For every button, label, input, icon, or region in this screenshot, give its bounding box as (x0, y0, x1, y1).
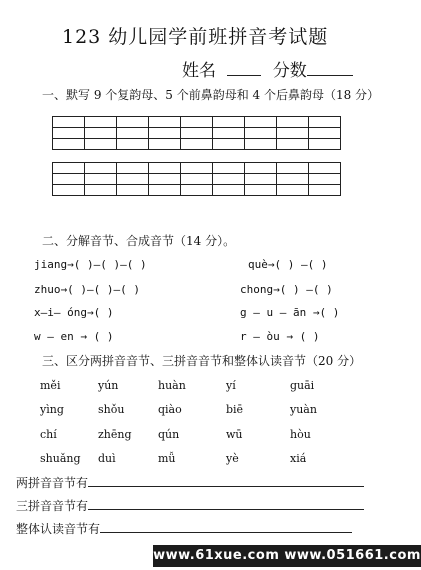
answer-two-spell (16, 474, 364, 491)
score-blank[interactable] (307, 75, 353, 76)
writing-grid-1[interactable] (52, 116, 341, 150)
pinyin-syllable: zhēng (98, 428, 132, 441)
pinyin-syllable: biē (226, 403, 244, 416)
pinyin-syllable: chí (40, 428, 57, 441)
pinyin-syllable: yún (98, 379, 119, 392)
syllable-row-4-left: w — en → ( ) (34, 330, 114, 343)
score-label: 分数 (272, 61, 307, 81)
syllable-row-2-right: chong→( ) —( ) (240, 283, 333, 296)
pinyin-syllable: yuàn (290, 403, 317, 416)
syllable-row-2-left: zhuo→( )—( )—( ) (34, 283, 140, 296)
syllable-row-4-right: r — òu → ( ) (240, 330, 320, 343)
name-label: 姓名 (182, 61, 216, 81)
syllable-row-1-left: jiang→( )—( )—( ) (34, 258, 147, 271)
name-score-row (182, 56, 353, 81)
answer-whole-line[interactable] (100, 532, 352, 533)
answer-three-spell-line[interactable] (88, 509, 364, 510)
syllable-row-1-right: què→( ) —( ) (248, 258, 328, 271)
answer-three-spell (16, 497, 364, 514)
section3-heading: 三、区分两拼音音节、三拼音音节和整体认读音节（20 分） (42, 354, 362, 368)
syllable-row-3-right: g — u — ān →( ) (240, 306, 340, 319)
answer-two-spell-label: 两拼音音节有 (16, 476, 89, 490)
name-blank[interactable] (227, 75, 261, 76)
watermark-banner: www.61xue.com www.051661.com (153, 545, 421, 567)
pinyin-syllable: měi (40, 379, 61, 392)
pinyin-syllable: guāi (290, 379, 315, 392)
pinyin-syllable: wū (226, 428, 243, 441)
answer-whole (16, 520, 352, 537)
syllable-row-3-left: x—i— óng→( ) (34, 306, 114, 319)
pinyin-syllable: duì (98, 452, 116, 465)
pinyin-syllable: huàn (158, 379, 186, 392)
page-title: 123 幼儿园学前班拼音考试题 (62, 26, 329, 48)
pinyin-syllable: xiá (290, 452, 307, 465)
pinyin-syllable: hòu (290, 428, 311, 441)
pinyin-syllable: mǚ (158, 452, 176, 465)
section2-heading: 二、分解音节、合成音节（14 分）。 (42, 234, 236, 248)
pinyin-syllable: shuǎng (40, 452, 81, 465)
writing-grid-2[interactable] (52, 162, 341, 196)
pinyin-syllable: qiào (158, 403, 182, 416)
section1-heading: 一、默写 9 个复韵母、5 个前鼻韵母和 4 个后鼻韵母（18 分） (42, 88, 380, 102)
pinyin-syllable: shǒu (98, 403, 125, 416)
pinyin-syllable: yìng (40, 403, 64, 416)
pinyin-syllable: qún (158, 428, 180, 441)
pinyin-syllable: yè (226, 452, 239, 465)
pinyin-syllable: yí (226, 379, 236, 392)
answer-two-spell-line[interactable] (88, 486, 364, 487)
answer-whole-label: 整体认读音节有 (16, 522, 101, 536)
answer-three-spell-label: 三拼音音节有 (16, 499, 89, 513)
